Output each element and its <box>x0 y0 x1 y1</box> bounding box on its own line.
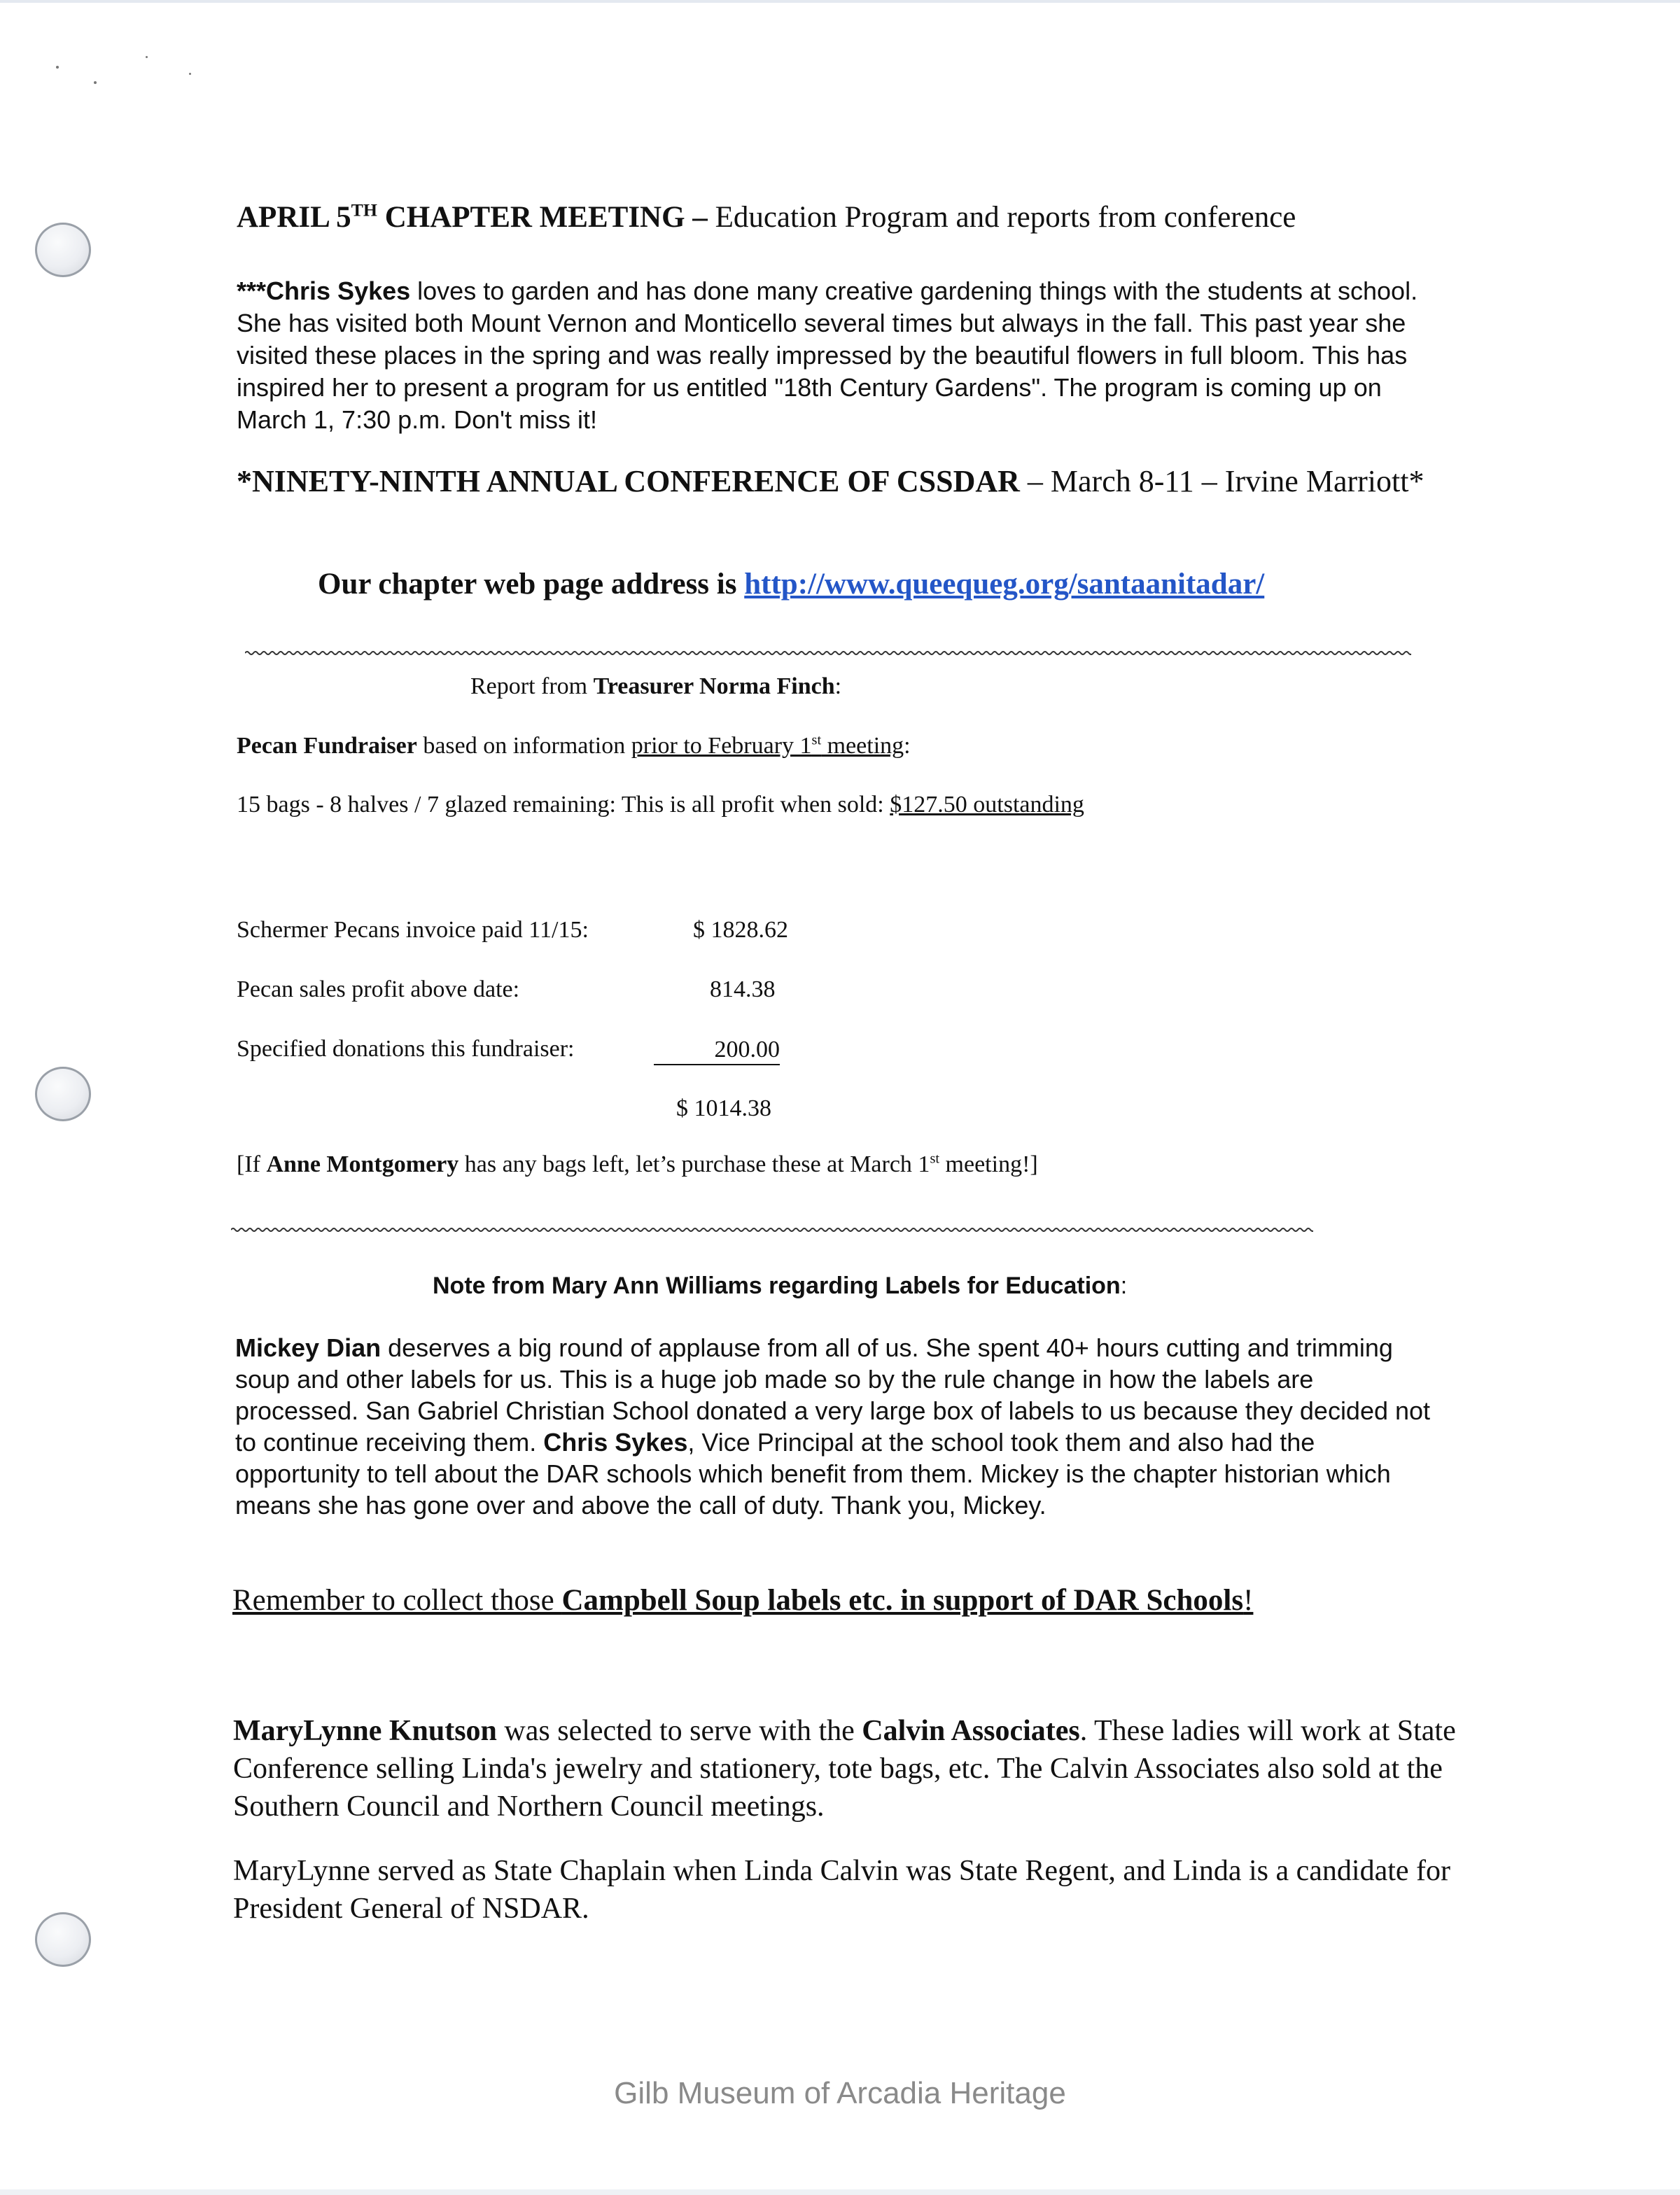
pecan-fundraiser-line: Pecan Fundraiser based on information prior to February 1st meeting: <box>237 732 911 759</box>
program-paragraph: ***Chris Sykes loves to garden and has done many creative gardening things with the students at school. She has visited both Mount Vernon and Monticello several times but always in the fall. This past year she visited these places in the spring and was really impressed by the beautiful flowers in full bloom. This has inspired her to present a program for us entitled "18th Century Gardens". The program is coming up on March 1, 7:30 p.m. Don't miss it! <box>237 276 1418 434</box>
scan-speck <box>189 73 191 75</box>
scan-speck <box>94 81 97 84</box>
profit-label: Pecan sales profit above date: <box>237 976 520 1002</box>
anne-montgomery-note: [If Anne Montgomery has any bags left, let’s purchase these at March 1st meeting!] <box>237 1151 1038 1177</box>
conference-heading: *NINETY-NINTH ANNUAL CONFERENCE OF CSSDAR – March 8-11 – Irvine Marriott* <box>237 464 1424 498</box>
bags-remaining-line: 15 bags - 8 halves / 7 glazed remaining: This is all profit when sold: $127.50 outstanding <box>237 792 1084 818</box>
remember-labels-line: Remember to collect those Campbell Soup labels etc. in support of DAR Schools! <box>232 1584 1254 1617</box>
web-address-line: Our chapter web page address is http://www.queequeg.org/santaanitadar/ <box>318 568 1265 601</box>
scan-speck <box>146 56 148 58</box>
profit-amount: 814.38 <box>710 976 776 1002</box>
labels-note-heading: Note from Mary Ann Williams regarding Labels for Education: <box>433 1272 1128 1299</box>
labels-note-paragraph: Mickey Dian deserves a big round of applause from all of us. She spent 40+ hours cutting and trimming soup and other labels for us. This is a huge job made so by the rule change in how the labels are processed. San Gabriel Christian School donated a very large box of labels to us because they decided not to continue receiving them. Chris Sykes, Vice Principal at the school took them and also had the opportunity to tell about the DAR schools which benefit from them. Mickey is the chapter historian which means she has gone over and above the call of duty. Thank you, Mickey. <box>235 1333 1431 1520</box>
total-amount: $ 1014.38 <box>676 1095 771 1121</box>
donations-amount: 200.00 <box>654 1036 780 1065</box>
wavy-divider <box>231 1226 1313 1233</box>
binder-hole-bottom <box>35 1912 91 1967</box>
invoice-label: Schermer Pecans invoice paid 11/15: <box>237 917 589 943</box>
binder-hole-top <box>35 223 91 277</box>
binder-hole-middle <box>35 1067 91 1121</box>
wavy-divider <box>245 650 1411 657</box>
donations-label: Specified donations this fundraiser: <box>237 1036 575 1062</box>
top-edge-line <box>0 0 1680 3</box>
scan-speck <box>56 66 59 69</box>
state-chaplain-paragraph: MaryLynne served as State Chaplain when Linda Calvin was State Regent, and Linda is a candidate for President General of NSDAR. <box>233 1855 1451 1925</box>
bottom-edge-line <box>0 2189 1680 2195</box>
treasurer-report-heading: Report from Treasurer Norma Finch: <box>470 673 842 699</box>
outstanding-amount: $127.50 outstanding <box>890 792 1084 818</box>
museum-watermark: Gilb Museum of Arcadia Heritage <box>614 2076 1066 2110</box>
meeting-heading: APRIL 5TH CHAPTER MEETING – Education Program and reports from conference <box>237 199 1296 234</box>
chapter-web-link[interactable]: http://www.queequeg.org/santaanitadar/ <box>744 568 1265 601</box>
calvin-associates-paragraph: MaryLynne Knutson was selected to serve with the Calvin Associates. These ladies will work at State Conference selling Linda's jewelry and stationery, tote bags, etc. The Calvin Associates also sold at the Southern Council and Northern Council meetings. <box>233 1715 1456 1823</box>
invoice-amount: $ 1828.62 <box>693 917 788 943</box>
